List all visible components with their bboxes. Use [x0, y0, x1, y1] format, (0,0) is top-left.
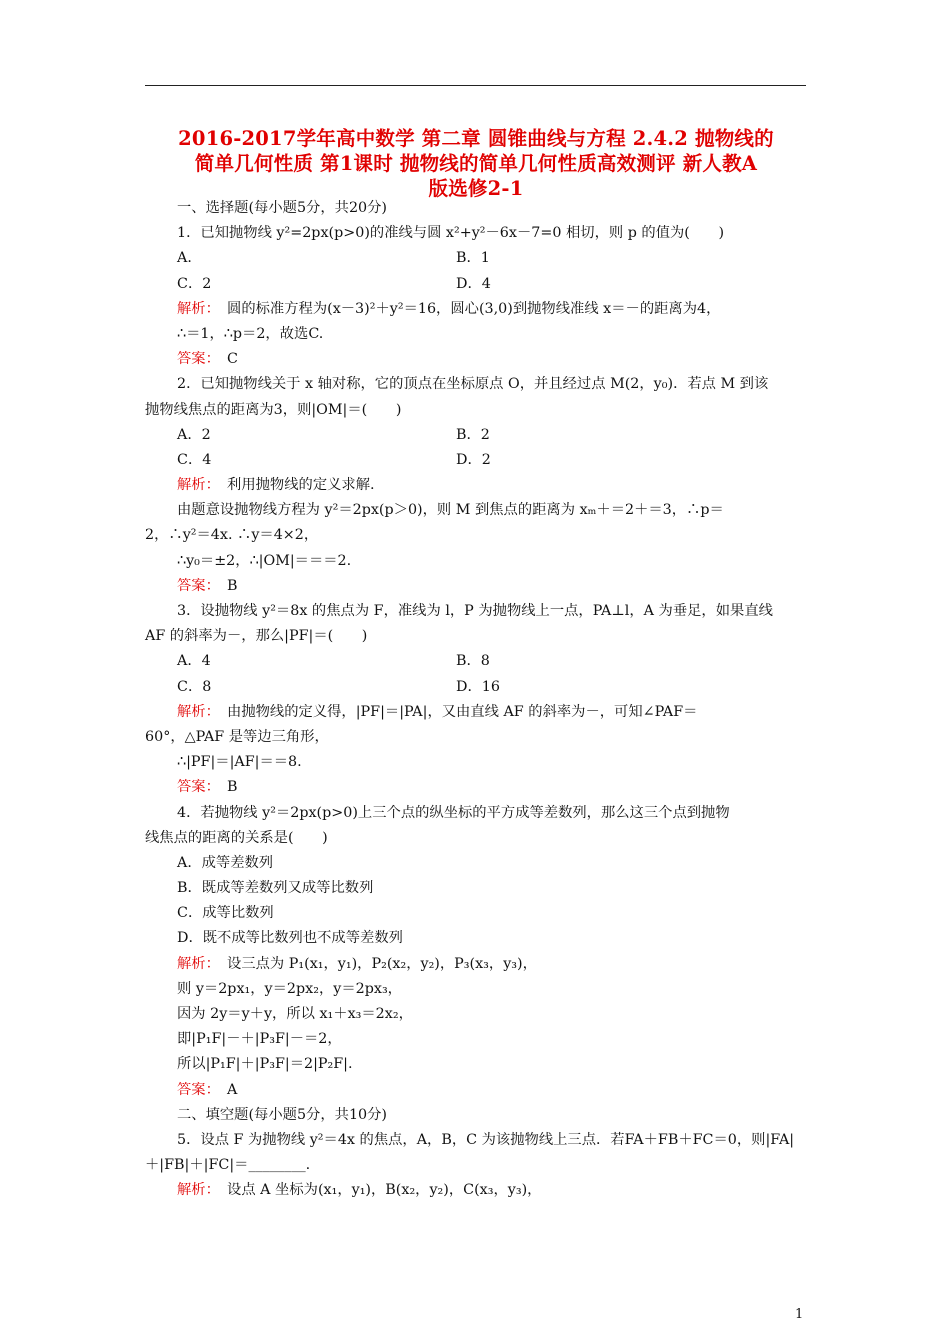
analysis-text: ∴y₀＝±2，∴|OM|＝＝＝2. — [177, 552, 352, 569]
question-5-stem: 5．设点 F 为抛物线 y²＝4x 的焦点，A，B，C 为该抛物线上三点．若FA＋FB＋FC＝0，则|FA| — [177, 1131, 795, 1148]
question-1-options-row — [145, 272, 806, 297]
option-a: A．4 — [177, 653, 211, 670]
document-body — [145, 196, 806, 1204]
option-d: D．4 — [456, 275, 491, 292]
question-1-stem: 1．已知抛物线 y²=2px(p>0)的准线与圆 x²+y²－6x－7=0 相切，则 p 的值为( ) — [177, 225, 725, 242]
answer-value: B — [212, 577, 238, 594]
analysis-text: 由题意设抛物线方程为 y²＝2px(p＞0)，则 M 到焦点的距离为 xₘ＋＝2＋＝3，∴p＝ — [177, 502, 724, 519]
question-1-answer — [145, 347, 806, 372]
option-b: B．8 — [456, 653, 490, 670]
answer-label: 答案： — [177, 577, 213, 594]
title-line: 简单几何性质 第1课时 抛物线的简单几何性质高效测评 新人教A — [194, 152, 758, 175]
question-3-options-row — [145, 649, 806, 674]
option-a: A．2 — [177, 426, 211, 443]
analysis-label: 解析： — [177, 955, 213, 972]
analysis-text: 2，∴y²＝4x. ∴y＝4×2， — [145, 527, 319, 544]
answer-value: C — [212, 351, 238, 368]
question-3-stem-cont: AF 的斜率为－，那么|PF|＝( ) — [145, 628, 368, 645]
analysis-text: 因为 2y＝y＋y，所以 x₁＋x₃＝2x₂， — [177, 1006, 413, 1022]
option-c: C．2 — [177, 275, 212, 292]
question-2-stem-cont: 抛物线焦点的距离为3，则|OM|＝( ) — [145, 401, 402, 418]
option-d: D．16 — [456, 678, 500, 695]
analysis-text: 由抛物线的定义得，|PF|＝|PA|，又由直线 AF 的斜率为－，可知∠PAF＝ — [212, 703, 698, 720]
title-line: 2016-2017学年高中数学 第二章 圆锥曲线与方程 2.4.2 抛物线的 — [178, 127, 774, 150]
answer-value: B — [212, 779, 238, 796]
section-heading: 二、填空题(每小题5分，共10分) — [177, 1106, 388, 1123]
question-3-answer — [145, 775, 806, 800]
analysis-text: 设三点为 P₁(x₁，y₁)，P₂(x₂，y₂)，P₃(x₃，y₃)， — [212, 955, 537, 972]
title-line: 版选修2-1 — [428, 177, 524, 200]
question-1-analysis — [145, 297, 806, 322]
question-3-options-row — [145, 675, 806, 700]
analysis-text: 即|P₁F|－＋|P₃F|－＝2， — [177, 1031, 342, 1048]
document-title — [140, 126, 812, 201]
answer-label: 答案： — [177, 351, 213, 368]
question-1-options-row — [145, 246, 806, 271]
question-3-analysis — [145, 700, 806, 725]
option-a: A． — [177, 250, 202, 267]
analysis-label: 解析： — [177, 300, 213, 317]
analysis-text: 利用抛物线的定义求解. — [212, 477, 375, 494]
analysis-text: 则 y＝2px₁，y＝2px₂，y＝2px₃， — [177, 980, 402, 997]
question-2-answer — [145, 574, 806, 599]
question-5-stem-cont: ＋|FB|＋|FC|＝________. — [145, 1157, 311, 1174]
answer-label: 答案： — [177, 779, 213, 796]
option-a: A．成等差数列 — [177, 854, 274, 871]
section-heading: 一、选择题(每小题5分，共20分) — [177, 200, 388, 216]
analysis-text: 设点 A 坐标为(x₁，y₁)，B(x₂，y₂)，C(x₃，y₃)， — [212, 1182, 542, 1199]
analysis-text: 所以|P₁F|＋|P₃F|＝2|P₂F|. — [177, 1056, 353, 1073]
option-b: B．1 — [456, 250, 490, 267]
analysis-label: 解析： — [177, 703, 213, 720]
option-b: B．既成等差数列又成等比数列 — [177, 880, 374, 897]
question-4-analysis — [145, 952, 806, 977]
question-5-analysis — [145, 1178, 806, 1203]
question-2-analysis — [145, 473, 806, 498]
analysis-label: 解析： — [177, 1182, 213, 1199]
answer-value: A — [212, 1081, 238, 1098]
option-d: D．既不成等比数列也不成等差数列 — [177, 930, 403, 947]
question-2-options-row — [145, 448, 806, 473]
question-2-options-row — [145, 423, 806, 448]
page-number: 1 — [795, 1307, 804, 1322]
option-b: B．2 — [456, 426, 490, 443]
option-c: C．4 — [177, 451, 212, 468]
question-2-stem: 2．已知抛物线关于 x 轴对称，它的顶点在坐标原点 O，并且经过点 M(2，y₀)．若点 M 到该 — [177, 376, 769, 393]
analysis-label: 解析： — [177, 477, 213, 494]
analysis-text: ∴|PF|＝|AF|＝＝8. — [177, 754, 302, 771]
option-c: C．8 — [177, 678, 212, 695]
question-4-answer — [145, 1078, 806, 1103]
analysis-text: ∴＝1，∴p＝2，故选C. — [177, 325, 324, 342]
answer-label: 答案： — [177, 1081, 213, 1098]
question-3-stem: 3．设抛物线 y²＝8x 的焦点为 F，准线为 l，P 为抛物线上一点，PA⊥l，A 为垂足，如果直线 — [177, 603, 773, 619]
analysis-text: 60°，△PAF 是等边三角形， — [145, 728, 329, 745]
header-rule — [145, 85, 806, 86]
question-4-stem: 4．若抛物线 y²＝2px(p>0)上三个点的纵坐标的平方成等差数列，那么这三个点到抛物 — [177, 804, 730, 821]
analysis-text: 圆的标准方程为(x－3)²＋y²＝16，圆心(3,0)到抛物线准线 x＝－的距离为4， — [212, 300, 721, 317]
option-c: C．成等比数列 — [177, 905, 274, 922]
option-d: D．2 — [456, 451, 491, 468]
question-4-stem-cont: 线焦点的距离的关系是( ) — [145, 829, 328, 846]
